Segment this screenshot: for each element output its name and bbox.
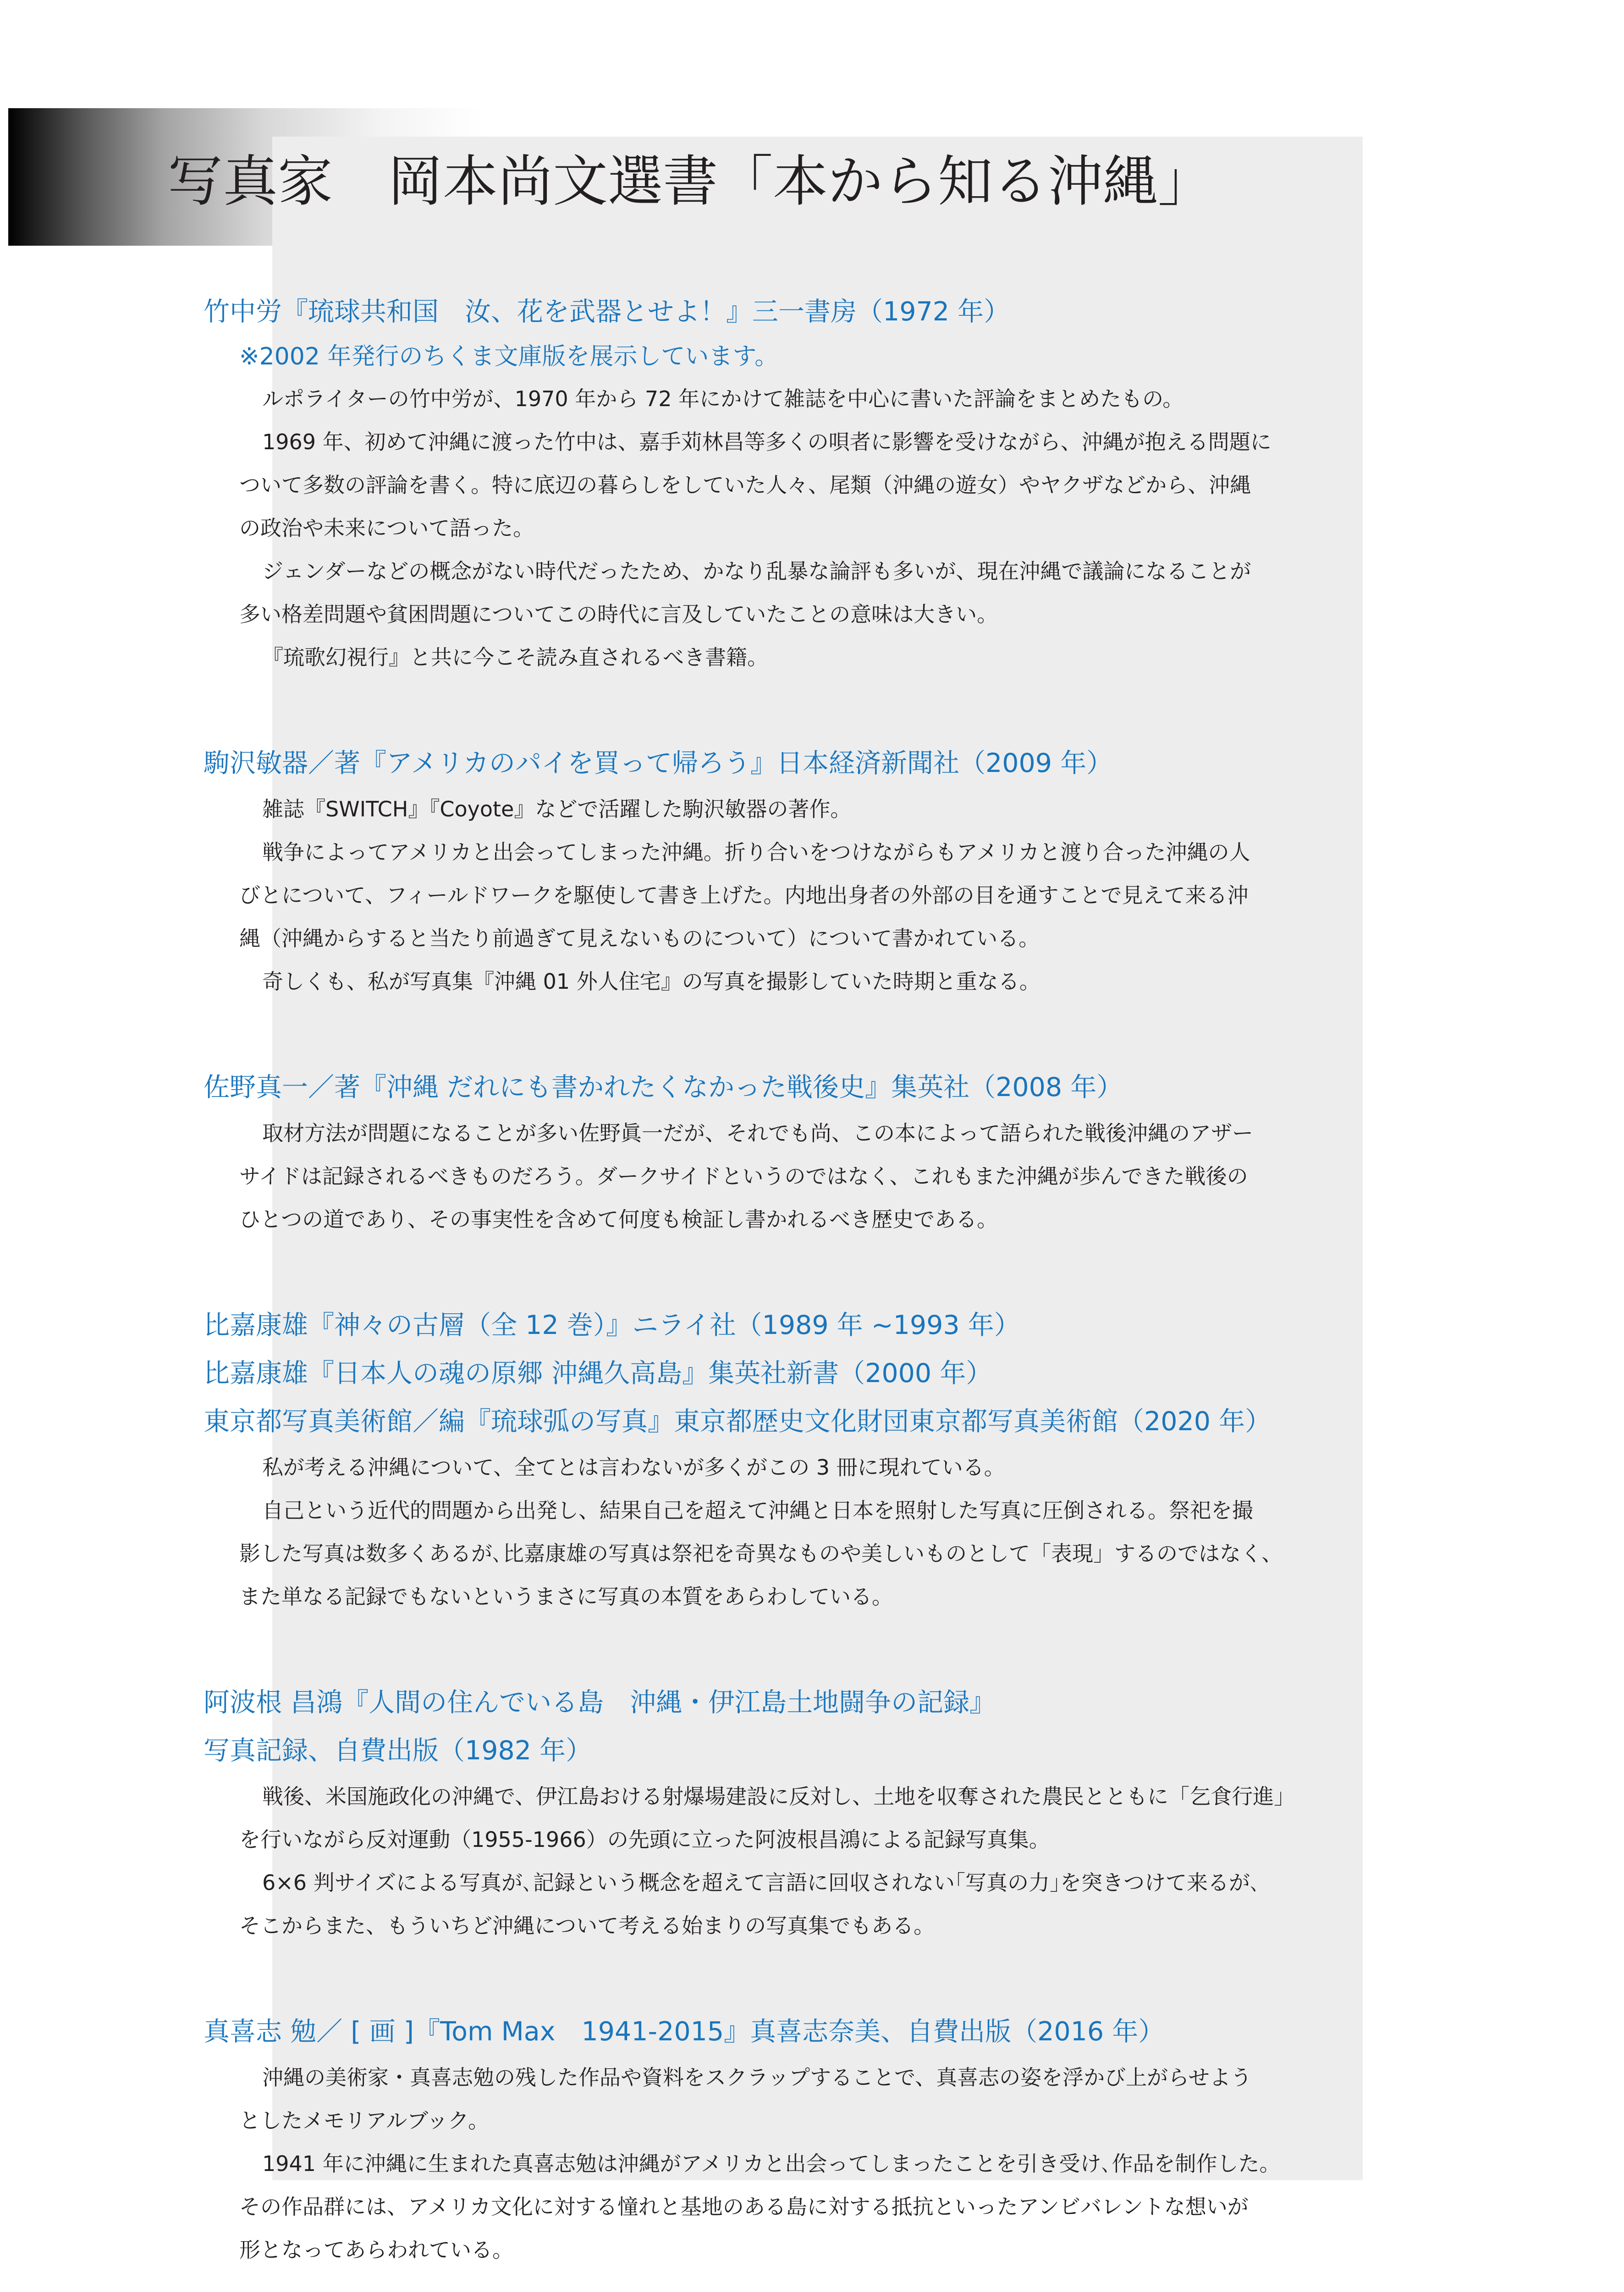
book-heading: 比嘉康雄『神々の古層（全 12 巻）』ニライ社（1989 年 ~1993 年） [204,1310,1020,1340]
description-paragraph: 6×6 判サイズによる写真が､記録という概念を超えて言語に回収されない｢写真の力｣を突きつけて来るが､ そこからまた、もういちど沖縄について考える始まりの写真集でもある。 [239,1870,1261,1938]
description-paragraph: 取材方法が問題になることが多い佐野眞一だが、それでも尚、この本によって語られた戦後沖縄のアザー サイドは記録されるべきものだろう。ダークサイドというのではなく、これもまた沖縄が歩んできた戦後の ひとつの道であり、その事実性を含めて何度も検証し書かれるべき歴史である。 [239,1121,1253,1232]
page-title: 写真家 岡本尚文選書「本から知る沖縄」 [168,150,1213,214]
description-paragraph: 自己という近代的問題から出発し、結果自己を超えて沖縄と日本を照射した写真に圧倒される。祭祀を撮 影した写真は数多くあるが､比嘉康雄の写真は祭祀を奇異なものや美しいものとして「表現」するのではなく、 また単なる記録でもないというまさに写真の本質をあらわしている。 [239,1498,1283,1609]
book-heading: 写真記録、自費出版（1982 年） [204,1736,592,1766]
book-heading: 真喜志 勉／ [ 画 ]『Tom Max 1941-2015』真喜志奈美、自費出版（2016 年） [204,2017,1165,2047]
edition-note: ※2002 年発行のちくま文庫版を展示しています。 [239,343,779,370]
description-paragraph: ジェンダーなどの概念がない時代だったため、かなり乱暴な論評も多いが、現在沖縄で議論になることが 多い格差問題や貧困問題についてこの時代に言及していたことの意味は大きい。 [239,559,1251,627]
description-paragraph: 戦後、米国施政化の沖縄で、伊江島おける射爆場建設に反対し、土地を収奪された農民とともに「乞食行進」 を行いながら反対運動（1955-1966）の先頭に立った阿波根昌鴻による記録写真集。 [239,1784,1295,1852]
description-paragraph: 私が考える沖縄について、全てとは言わないが多くがこの 3 冊に現れている。 [262,1455,1005,1480]
description-paragraph: 戦争によってアメリカと出会ってしまった沖縄。折り合いをつけながらもアメリカと渡り合った沖縄の人 びとについて、フィールドワークを駆使して書き上げた。内地出身者の外部の目を通すことで見えて来る沖 縄（沖縄からすると当たり前過ぎて見えないものについて）について書かれている。 [239,840,1250,951]
book-entry-sano [204,1063,1414,1241]
book-list [204,288,1414,2271]
book-heading: 東京都写真美術館／編『琉球弧の写真』東京都歴史文化財団東京都写真美術館（2020 年） [204,1406,1272,1437]
book-heading: 阿波根 昌鴻『人間の住んでいる島 沖縄・伊江島土地闘争の記録』 [204,1687,996,1718]
description-paragraph: 雑誌『SWITCH』『Coyote』などで活躍した駒沢敏器の著作。 [262,797,852,821]
book-entry-ahagon [204,1679,1414,1947]
book-entry-makishi [204,2008,1414,2271]
description-paragraph: 1941 年に沖縄に生まれた真喜志勉は沖縄がアメリカと出会ってしまったことを引き受け､作品を制作した。 その作品群には、アメリカ文化に対する憧れと基地のある島に対する抵抗といったアンビバレントな想いが 形となってあらわれている。 [239,2151,1281,2262]
description-paragraph: ルポライターの竹中労が、1970 年から 72 年にかけて雑誌を中心に書いた評論をまとめたもの。 [262,386,1184,411]
book-heading: 駒沢敏器／著『アメリカのパイを買って帰ろう』日本経済新聞社（2009 年） [204,748,1113,778]
book-entry-higa [204,1301,1414,1618]
description-paragraph: 1969 年、初めて沖縄に渡った竹中は、嘉手苅林昌等多くの唄者に影響を受けながら、沖縄が抱える問題に ついて多数の評論を書く。特に底辺の暮らしをしていた人々、尾類（沖縄の遊女）やヤクザなどから、沖縄 の政治や未来について語った。 [239,430,1272,540]
description-paragraph: 沖縄の美術家・真喜志勉の残した作品や資料をスクラップすることで、真喜志の姿を浮かび上がらせよう としたメモリアルブック。 [239,2065,1252,2133]
book-heading: 竹中労『琉球共和国 汝、花を武器とせよ！』三一書房（1972 年） [204,297,1010,327]
book-heading: 佐野真一／著『沖縄 だれにも書かれたくなかった戦後史』集英社（2008 年） [204,1072,1123,1102]
book-entry-komazawa [204,739,1414,1003]
book-heading: 比嘉康雄『日本人の魂の原郷 沖縄久高島』集英社新書（2000 年） [204,1358,992,1388]
description-paragraph: 奇しくも、私が写真集『沖縄 01 外人住宅』の写真を撮影していた時期と重なる。 [262,969,1040,994]
book-entry-takenaka [204,288,1414,679]
description-paragraph: 『琉歌幻視行』と共に今こそ読み直されるべき書籍。 [262,645,768,670]
